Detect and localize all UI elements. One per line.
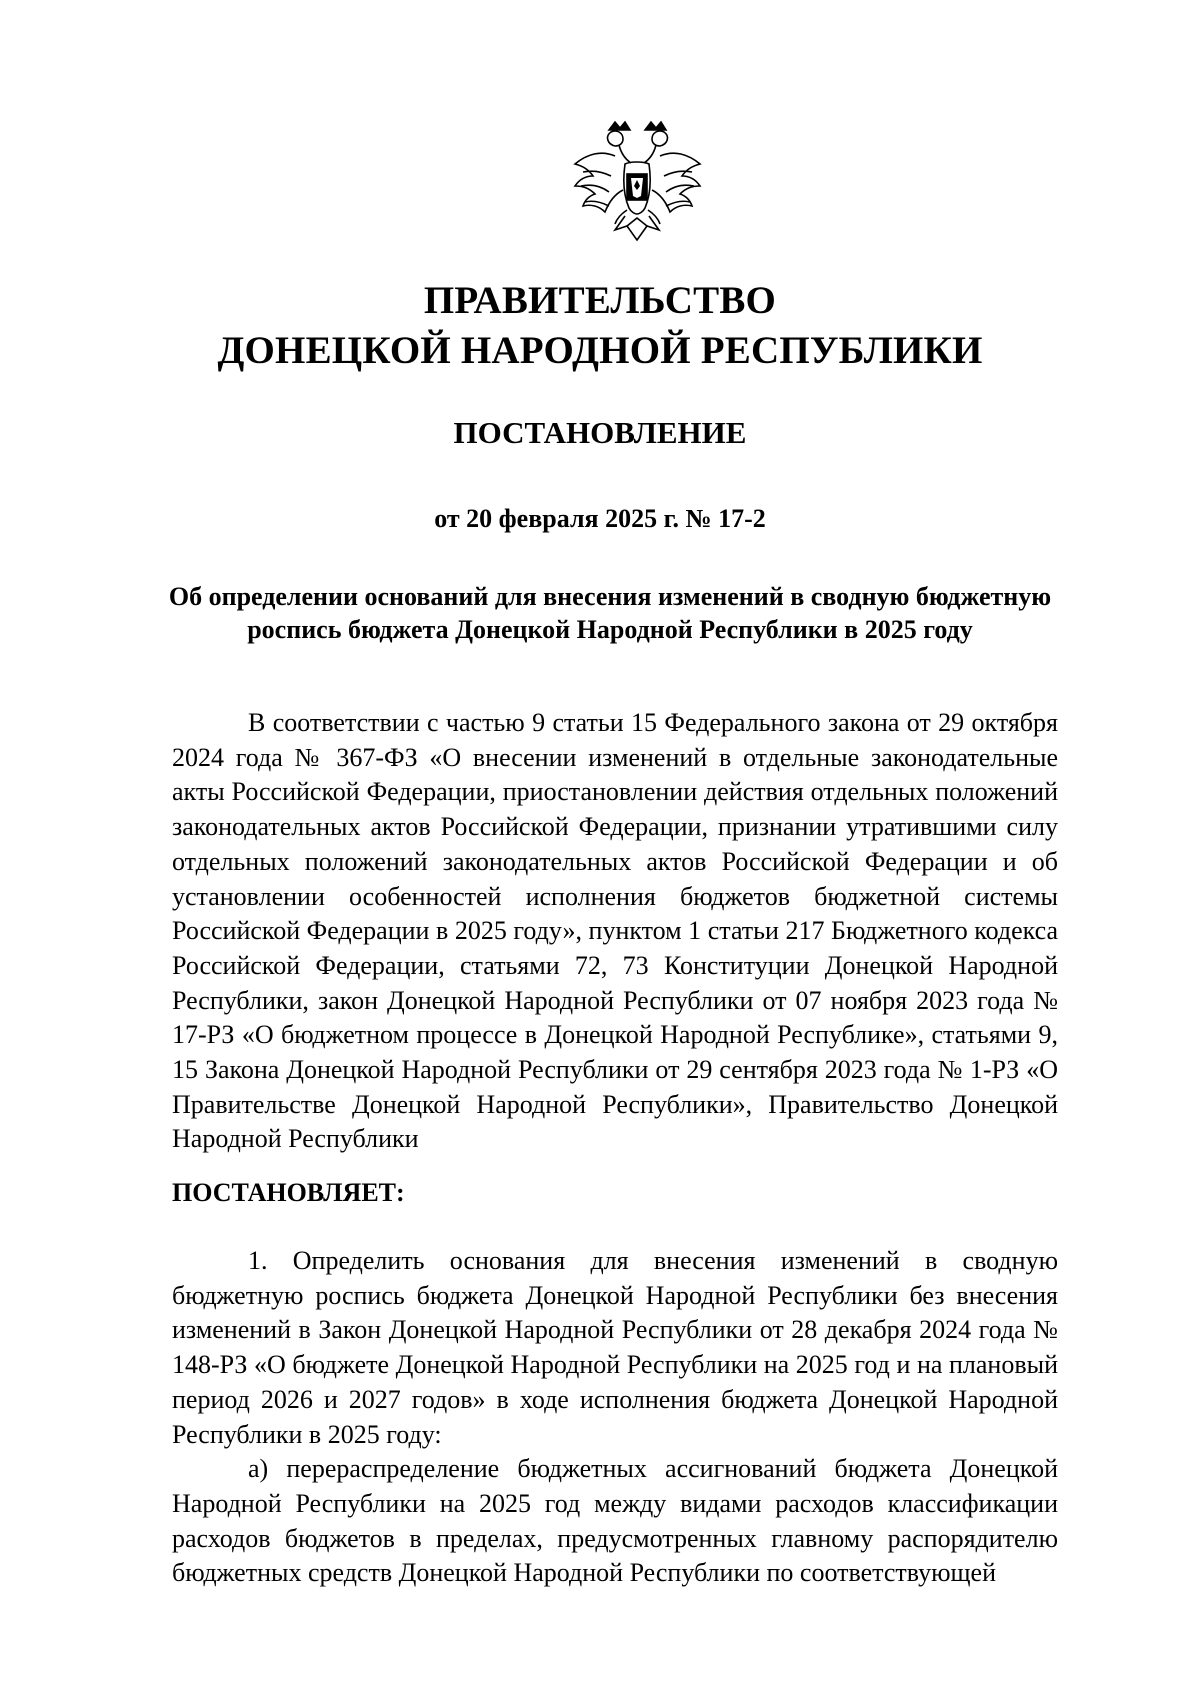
government-title-line1: ПРАВИТЕЛЬСТВО	[423, 279, 777, 322]
document-subject-line2: роспись бюджета Донецкой Народной Республики в 2025 году	[247, 615, 973, 644]
document-subject	[150, 580, 1070, 646]
preamble	[172, 706, 1058, 1157]
resolution-item-1: 1. Определить основания для внесения изменений в сводную бюджетную роспись бюджета Донецкой Народной Республики без внесения изменений в Закон Донецкой Народной Республики от 28 декабря 2024 года № 148-РЗ «О бюджете Донецкой Народной Республики на 2025 год и на плановый период 2026 и 2027 годов» в ходе исполнения бюджета Донецкой Народной Республики в 2025 году:	[172, 1246, 1058, 1449]
resolution-items	[172, 1244, 1058, 1591]
government-title	[150, 276, 1050, 376]
resolution-item-1a: а) перераспределение бюджетных ассигнований бюджета Донецкой Народной Республики на 2025 год между видами расходов классификации расходов бюджетов в пределах, предусмотренных главному распорядителю бюджетных средств Донецкой Народной Республики по соответствующей	[172, 1454, 1058, 1588]
government-title-line2: ДОНЕЦКОЙ НАРОДНОЙ РЕСПУБЛИКИ	[217, 329, 983, 372]
coat-of-arms-icon	[565, 112, 710, 262]
document-subject-line1: Об определении оснований для внесения изменений в сводную бюджетную	[168, 582, 1052, 611]
document-type: ПОСТАНОВЛЕНИЕ	[453, 415, 747, 450]
resolves-label: ПОСТАНОВЛЯЕТ:	[172, 1178, 405, 1207]
document-date-number: от 20 февраля 2025 г. № 17-2	[434, 504, 766, 533]
preamble-paragraph: В соответствии с частью 9 статьи 15 Федерального закона от 29 октября 2024 года № 367-ФЗ «О внесении изменений в отдельные законодательные акты Российской Федерации, приостановлении действия отдельных положений законодательных актов Российской Федерации, признании утратившими силу отдельных положений законодательных актов Российской Федерации и об установлении особенностей исполнения бюджетов бюджетной системы Российской Федерации в 2025 году», пунктом 1 статьи 217 Бюджетного кодекса Российской Федерации, статьями 72, 73 Конституции Донецкой Народной Республики, закон Донецкой Народной Республики от 07 ноября 2023 года № 17-РЗ «О бюджетном процессе в Донецкой Народной Республике», статьями 9, 15 Закона Донецкой Народной Республики от 29 сентября 2023 года № 1-РЗ «О Правительстве Донецкой Народной Республики», Правительство Донецкой Народной Республики	[172, 708, 1058, 1154]
